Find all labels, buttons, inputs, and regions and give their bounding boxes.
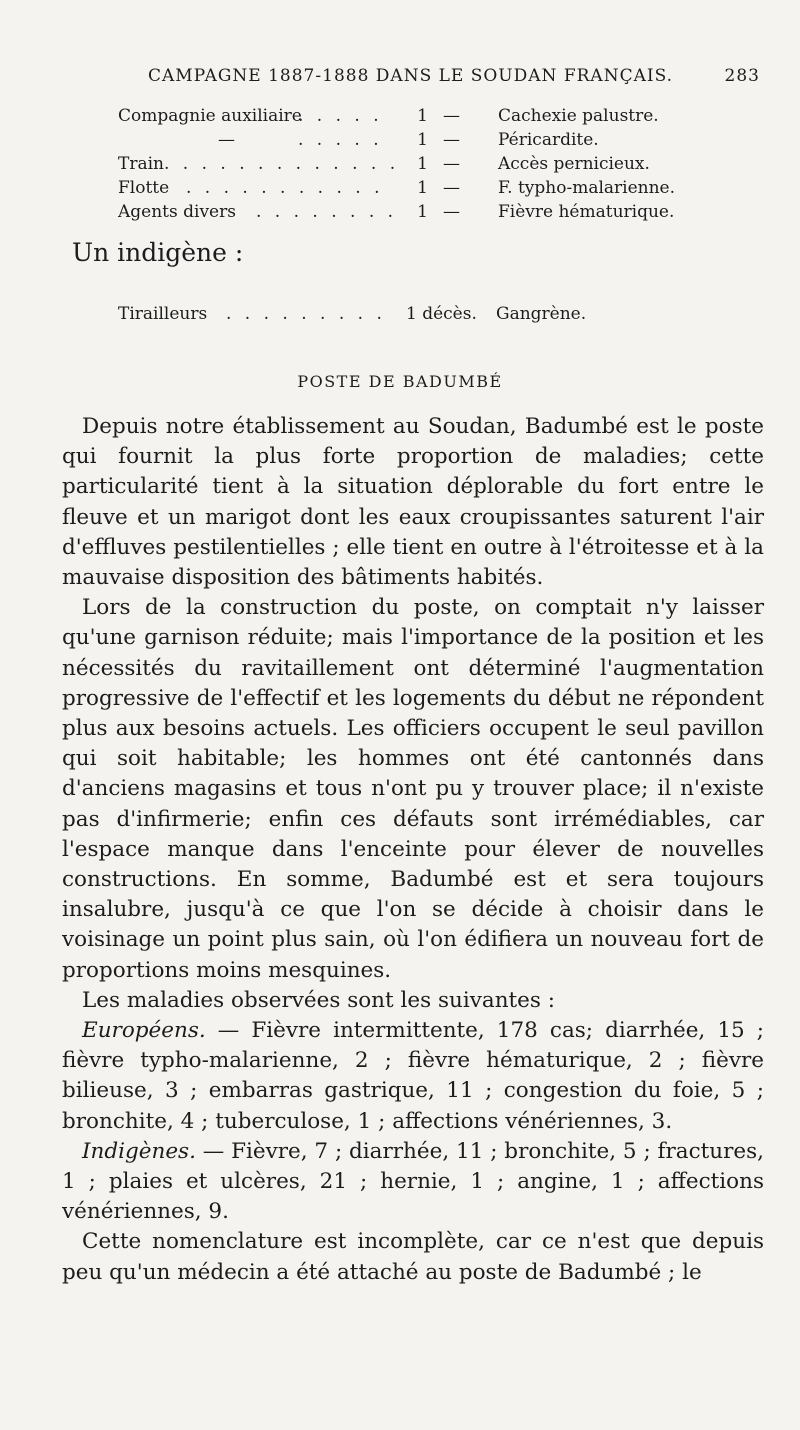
running-head-title: CAMPAGNE 1887-1888 DANS LE SOUDAN FRANÇAIS. xyxy=(148,66,674,86)
death-row-unit: Agents divers xyxy=(118,202,236,222)
paragraph-europeens xyxy=(62,1016,764,1137)
death-row-dash: — xyxy=(443,202,460,222)
death-row-dash: — xyxy=(443,154,460,174)
death-row-cause: Cachexie palustre. xyxy=(498,106,659,126)
death-row-unit: Flotte xyxy=(118,178,170,198)
indigene-count: 1 décès. xyxy=(406,304,477,324)
indigene-unit: Tirailleurs xyxy=(118,304,208,324)
death-row-cause: Fièvre hématurique. xyxy=(498,202,675,222)
death-row-leader: . . . . . . . . . . . . . xyxy=(164,154,400,174)
death-row-count: 1 xyxy=(417,130,428,150)
death-row-count: 1 xyxy=(417,106,428,126)
death-row xyxy=(118,106,698,130)
death-row-cause: F. typho-malarienne. xyxy=(498,178,676,198)
death-row-leader: . . . . . . . . xyxy=(256,202,398,222)
paragraph-maladies-intro: Les maladies observées sont les suivantes : xyxy=(82,987,556,1013)
page-number: 283 xyxy=(724,66,760,86)
paragraph-situation: Depuis notre établissement au Soudan, Badumbé est le poste qui fournit la plus forte proportion de maladies; cette particularité tient à la situation déplorable du fort entre le fleuve et un marigot dont les eaux croupissantes saturent l'air d'effluves pestilentielles ; elle tient en outre à l'étroitesse et à la mauvaise disposition des bâtiments habités. xyxy=(62,414,764,591)
death-row xyxy=(118,178,698,202)
section-title: POSTE DE BADUMBÉ xyxy=(297,372,503,391)
death-row-cause: Accès pernicieux. xyxy=(498,154,650,174)
death-row xyxy=(118,130,698,154)
death-row-count: 1 xyxy=(417,178,428,198)
europeens-text: — Fièvre intermittente, 178 cas; diarrhée, 15 ; fièvre typho-malarienne, 2 ; fièvre hématurique, 2 ; fièvre bilieuse, 3 ; embarras gastrique, 11 ; congestion du foie, 5 ; bronchite, 4 ; tuberculose, 1 ; affections vénériennes, 3. xyxy=(62,1018,764,1134)
indigene-leader: . . . . . . . . . xyxy=(226,304,386,324)
indigene-heading: Un indigène : xyxy=(72,238,244,267)
death-row-count: 1 xyxy=(417,202,428,222)
death-row xyxy=(118,202,698,226)
indigenes-label: Indigènes. xyxy=(82,1138,196,1164)
death-row-leader: . . . . . . . . . . . xyxy=(186,178,384,198)
paragraph-indigenes xyxy=(62,1137,764,1228)
paragraph-construction: Lors de la construction du poste, on comptait n'y laisser qu'une garnison réduite; mais l'importance de la position et les nécessités du ravitaillement ont déterminé l'augmentation progressive de l'effectif et les logements du début ne répondent plus aux besoins actuels. Les officiers occupent le seul pavillon qui soit habitable; les hommes ont été cantonnés dans d'anciens magasins et tous n'ont pu y trouver place; il n'existe pas d'infirmerie; enfin ces défauts sont irrémédiables, car l'espace manque dans l'enceinte pour élever de nouvelles constructions. En somme, Badumbé est et sera toujours insalubre, jusqu'à ce que l'on se décide à choisir dans le voisinage un point plus sain, où l'on édifiera un nouveau fort de proportions moins mesquines. xyxy=(62,595,764,983)
death-row-unit: Train xyxy=(118,154,164,174)
death-row-unit: Compagnie auxiliaire xyxy=(118,106,302,126)
indigene-cause: Gangrène. xyxy=(496,304,587,324)
death-row-dash: — xyxy=(443,106,460,126)
body-text xyxy=(62,412,764,1288)
death-row-count: 1 xyxy=(417,154,428,174)
death-row-cause: Péricardite. xyxy=(498,130,599,150)
death-row-dash: — xyxy=(443,178,460,198)
death-row-unit: — xyxy=(218,130,235,150)
death-row-dash: — xyxy=(443,130,460,150)
indigenes-text: — Fièvre, 7 ; diarrhée, 11 ; bronchite, 5 ; fractures, 1 ; plaies et ulcères, 21 ; hernie, 1 ; angine, 1 ; affections vénériennes, 9. xyxy=(62,1138,764,1225)
death-row-leader: . . . . . xyxy=(298,130,383,150)
paragraph-nomenclature: Cette nomenclature est incomplète, car ce n'est que depuis peu qu'un médecin a été attaché au poste de Badumbé ; le xyxy=(62,1229,764,1285)
death-row-leader: . . . . . xyxy=(298,106,383,126)
death-row xyxy=(118,154,698,178)
europeens-label: Européens. xyxy=(82,1018,206,1044)
